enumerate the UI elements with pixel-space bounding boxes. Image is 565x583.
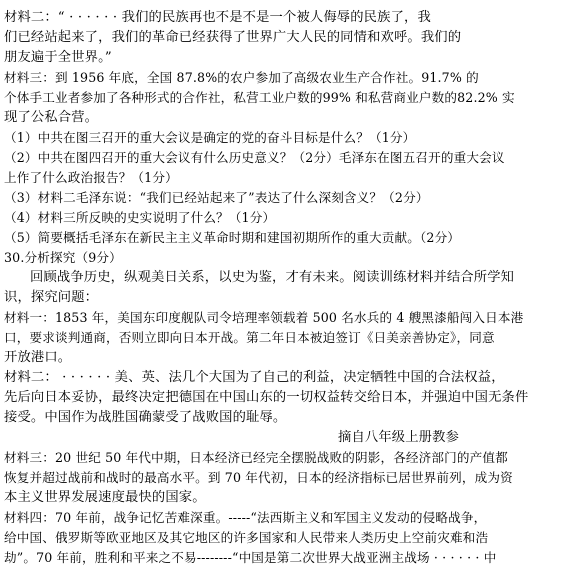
material-2-quote-line-2: 们已经站起来了，我们的革命已经获得了世界广大人民的同情和欢呼。我们的 xyxy=(4,30,462,45)
question-5: （5）简要概括毛泽东在新民主主义革命时期和建国初期所作的重大贡献。（2分） xyxy=(4,230,461,245)
material-3-line-2: 个体手工业者参加了各种形式的合作社，私营工业户数的99% 和私营商业户数的82.2% 实 xyxy=(4,90,515,105)
question-1: （1）中共在图三召开的重大会议是确定的党的奋斗目标是什么？（1分） xyxy=(4,130,416,145)
s30-material-4-line-2: 给中国、俄罗斯等欧亚地区及其它地区的许多国家和人民带来人类历史上空前灾难和浩 xyxy=(4,530,489,545)
s30-material-1-line-2: 口，要求谈判通商，否则立即向日本开战。第二年日本被迫签订《日美亲善协定》，同意 xyxy=(4,330,495,345)
s30-material-4-line-1: 材料四：70 年前，战争记忆苦难深重。-----“法西斯主义和军国主义发动的侵略战争， xyxy=(4,510,487,525)
source-citation: 摘自八年级上册教参 xyxy=(338,430,460,445)
s30-material-3-line-1: 材料三：20 世纪 50 年代中期，日本经济已经完全摆脱战败的阴影，各经济部门的产值都 xyxy=(4,450,508,465)
s30-material-2-line-3: 接受。中国作为战胜国确蒙受了战败国的耻辱。 xyxy=(4,410,287,425)
material-3-line-3: 现了公私合营。 xyxy=(4,110,99,125)
section-30-intro-line-1: 回顾战争历史，纵观美日关系，以史为鉴，才有未来。阅读训练材料并结合所学知 xyxy=(30,270,515,285)
material-2-quote-line-3: 朋友遍于全世界。” xyxy=(4,50,112,65)
s30-material-1-line-3: 开放港口。 xyxy=(4,350,72,365)
section-30-heading: 30.分析探究（9分） xyxy=(4,250,122,265)
material-2-quote-line-1: 材料二：“ · · · · · · 我们的民族再也不是不是一个被人侮辱的民族了，我 xyxy=(4,10,431,25)
s30-material-2-line-2: 先后向日本妥协，最终决定把德国在中国山东的一切权益转交给日本，并强迫中国无条件 xyxy=(4,390,529,405)
material-3-line-1: 材料三：到 1956 年底，全国 87.8%的农户参加了高级农业生产合作社。91.7% 的 xyxy=(4,70,479,85)
s30-material-2-line-1: 材料二： · · · · · · 美、英、法几个大国为了自己的利益，决定牺牲中国的合法权益， xyxy=(4,370,505,385)
question-3: （3）材料二毛泽东说：“我们已经站起来了”表达了什么深刻含义？（2分） xyxy=(4,190,429,205)
s30-material-1-line-1: 材料一：1853 年，美国东印度舰队司令培理率领载着 500 名水兵的 4 艘黑漆船闯入日本港 xyxy=(4,310,524,325)
question-2-line-2: 上作了什么政治报告？（1分） xyxy=(4,170,178,185)
s30-material-3-line-2: 恢复并超过战前和战时的最高水平。到 70 年代初，日本的经济指标已居世界前列，成为资 xyxy=(4,470,513,485)
question-2-line-1: （2）中共在图四召开的重大会议有什么历史意义？（2分）毛泽东在图五召开的重大会议 xyxy=(4,150,505,165)
question-4: （4）材料三所反映的史实说明了什么？（1分） xyxy=(4,210,276,225)
section-30-intro-line-2: 识，探究问题： xyxy=(4,290,99,305)
s30-material-4-line-3: 劫”。70 年前，胜利和平来之不易--------“中国是第二次世界大战亚洲主战场 · · · · · · 中 xyxy=(4,550,497,565)
s30-material-3-line-3: 本主义世界发展速度最快的国家。 xyxy=(4,490,206,505)
